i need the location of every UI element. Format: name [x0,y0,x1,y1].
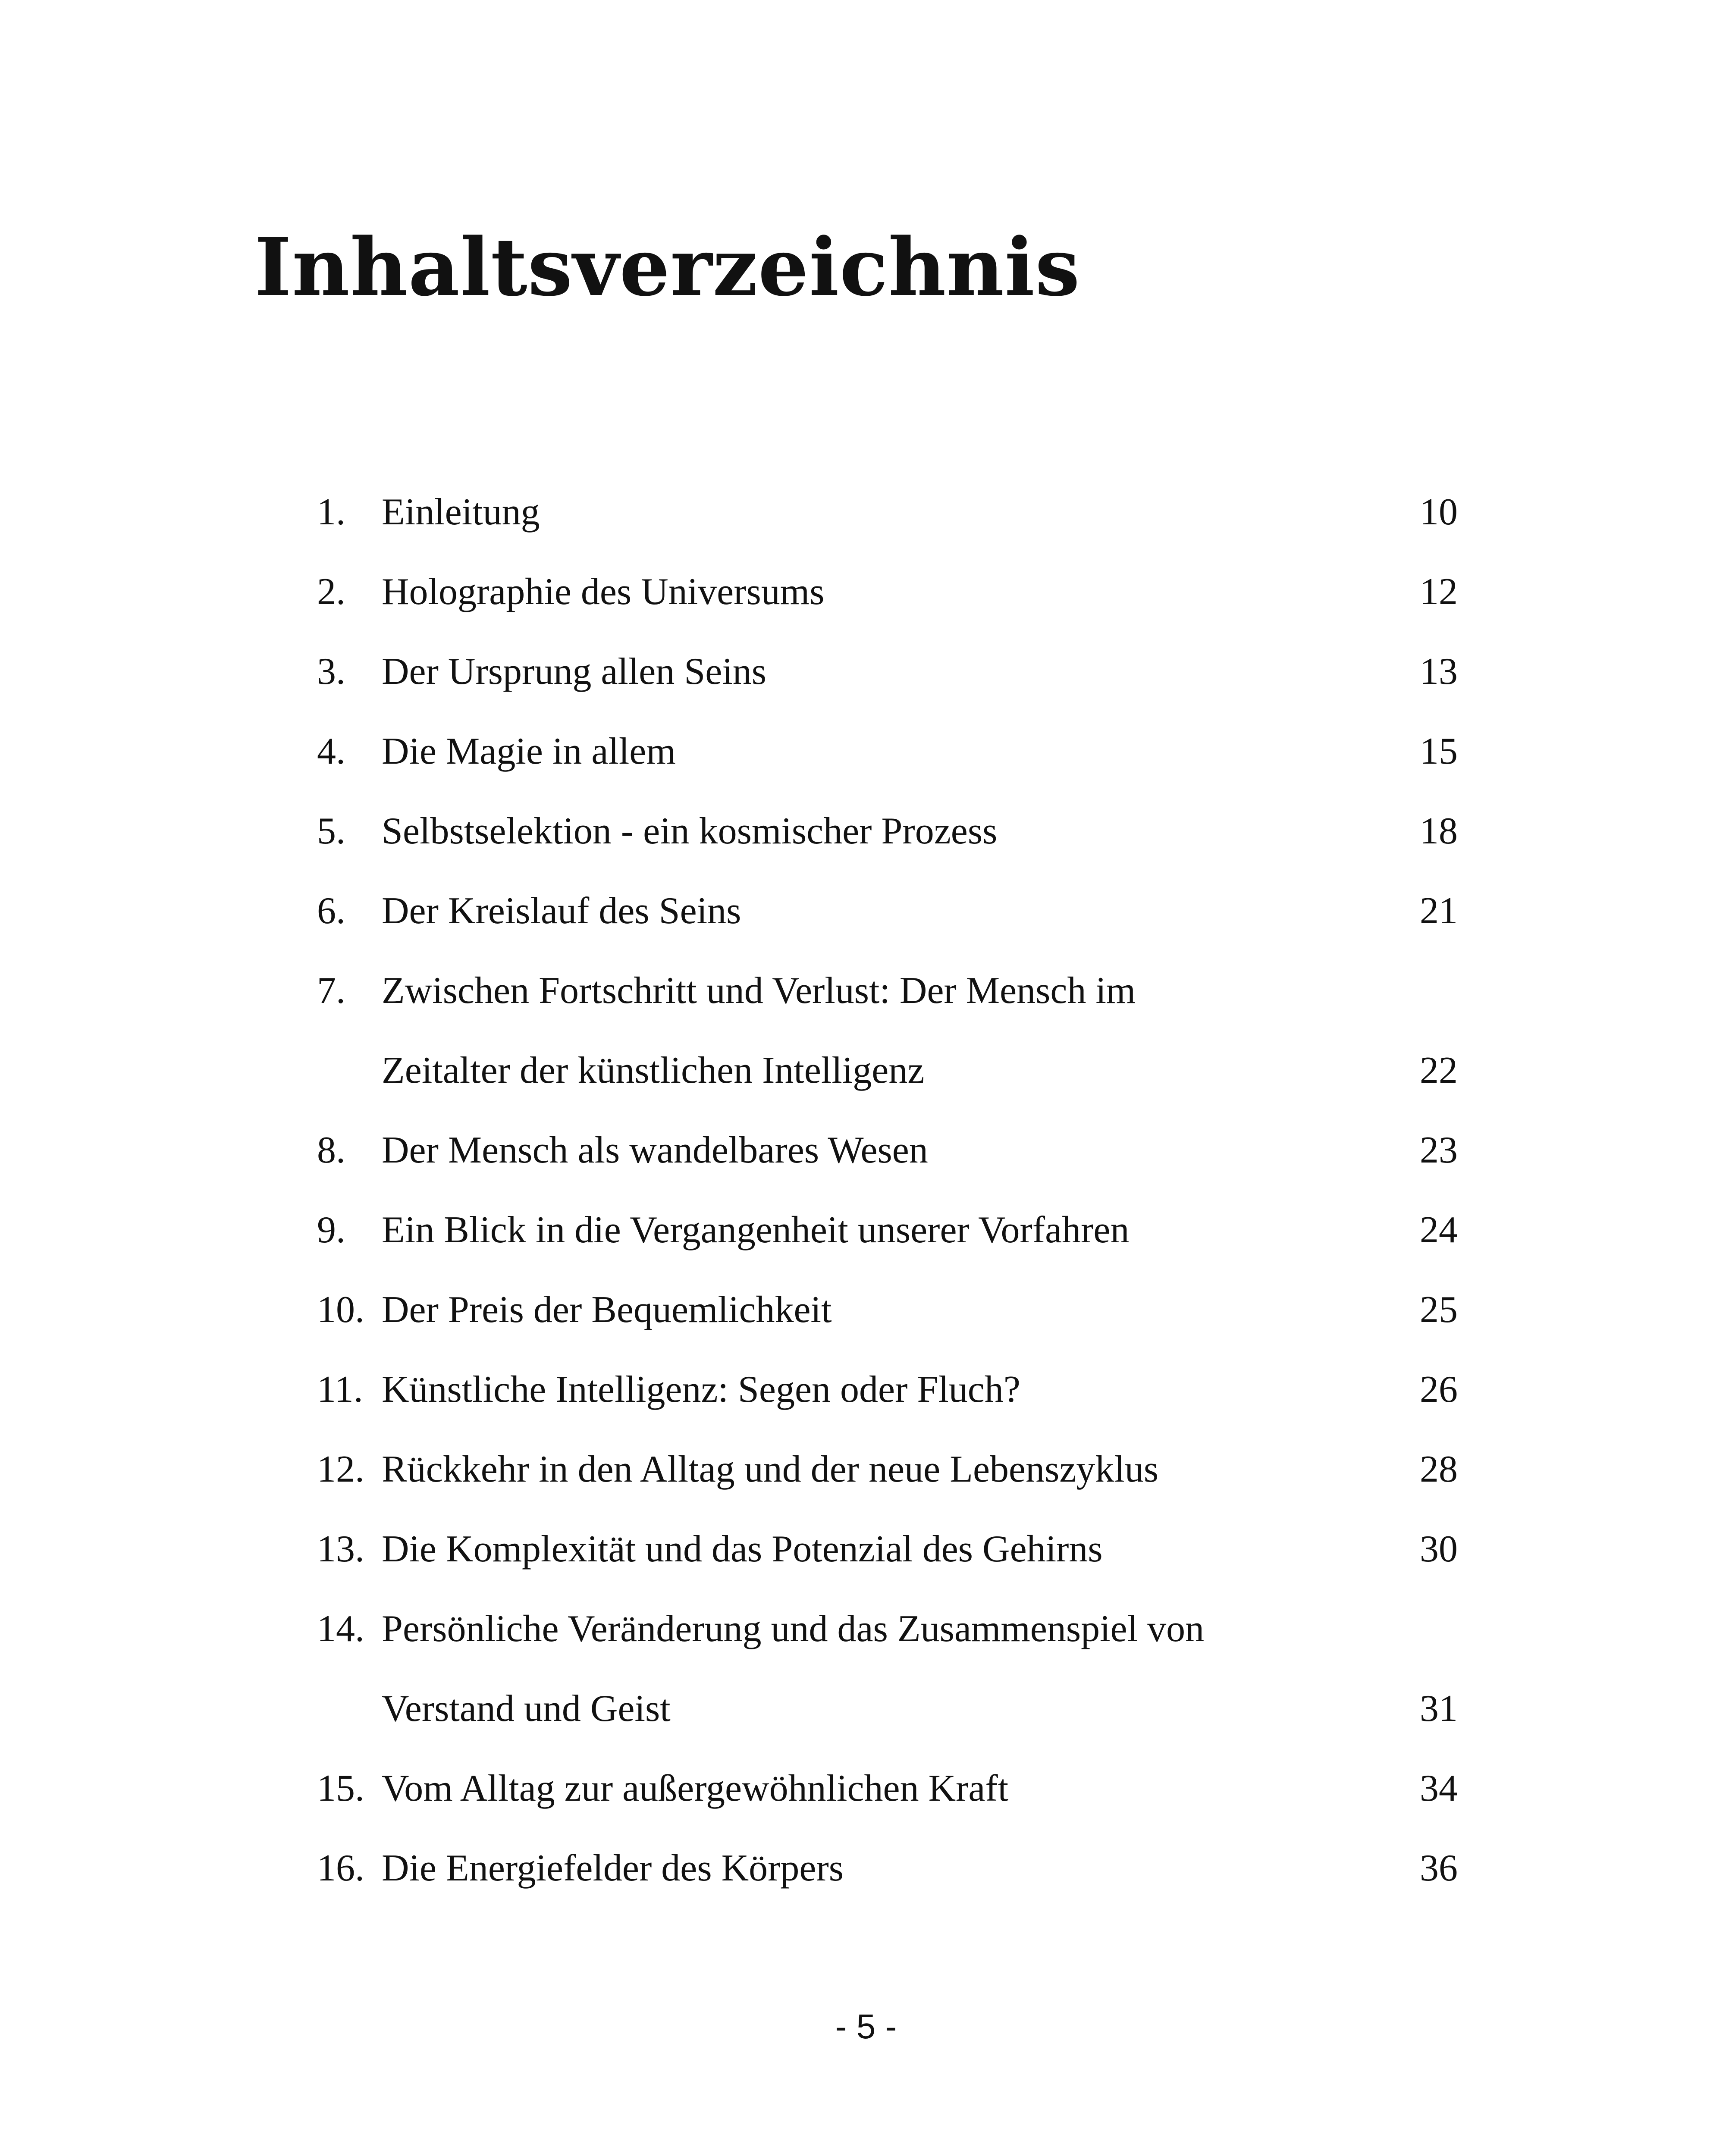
toc-entry-title: Verstand und Geist [382,1687,671,1730]
toc-entry-number: 6. [317,890,345,932]
toc-entry-number: 8. [317,1129,345,1171]
toc-entry-title: Die Energiefelder des Körpers [382,1847,844,1889]
toc-entry-number: 9. [317,1209,345,1251]
toc-entry-title: Die Magie in allem [382,730,676,772]
toc-entry-page: 30 [1420,1528,1458,1570]
toc-entry-title: Der Mensch als wandelbares Wesen [382,1129,928,1171]
toc-entry-title: Der Preis der Bequemlichkeit [382,1288,832,1331]
toc-entry-page: 22 [1420,1049,1458,1091]
toc-entry [317,1190,1458,1270]
toc-entry-number: 5. [317,810,345,852]
toc-entry-title: Rückkehr in den Alltag und der neue Lebenszyklus [382,1448,1159,1490]
toc-entry-number: 11. [317,1368,363,1410]
toc-entry-page: 31 [1420,1687,1458,1730]
toc-entry-number: 4. [317,730,345,772]
toc-entry-page: 34 [1420,1767,1458,1809]
toc-entry [317,1270,1458,1350]
toc-entry-continuation [317,1031,1458,1110]
toc-entry-number: 2. [317,570,345,613]
toc-entry-title: Vom Alltag zur außergewöhnlichen Kraft [382,1767,1009,1809]
toc-entry-number: 1. [317,491,345,533]
toc-entry-title: Der Kreislauf des Seins [382,890,741,932]
toc-entry [317,1749,1458,1828]
toc-entry-continuation [317,1669,1458,1749]
toc-entry-number: 10. [317,1288,364,1331]
toc-entry-page: 26 [1420,1368,1458,1410]
toc-entry-page: 24 [1420,1209,1458,1251]
toc-entry-page: 23 [1420,1129,1458,1171]
toc-entry [317,711,1458,791]
toc-entry-title: Ein Blick in die Vergangenheit unserer Vorfahren [382,1209,1130,1251]
toc-entry-title: Der Ursprung allen Seins [382,650,767,693]
toc-entry-title: Einleitung [382,491,540,533]
toc-entry-title: Selbstselektion - ein kosmischer Prozess [382,810,998,852]
toc-entry-page: 21 [1420,890,1458,932]
toc-entry [317,951,1458,1031]
toc-entry [317,791,1458,871]
toc-entry-page: 13 [1420,650,1458,693]
toc-entry-page: 25 [1420,1288,1458,1331]
toc-entry-title: Zwischen Fortschritt und Verlust: Der Mensch im [382,969,1136,1012]
toc-entry [317,1429,1458,1509]
toc-entry-page: 28 [1420,1448,1458,1490]
toc-entry-page: 36 [1420,1847,1458,1889]
toc-entry [317,1509,1458,1589]
toc-entry-number: 7. [317,969,345,1012]
toc-entry-number: 14. [317,1608,364,1650]
toc-entry [317,1589,1458,1669]
table-of-contents [317,472,1458,1908]
toc-entry-title: Persönliche Veränderung und das Zusammenspiel von [382,1608,1205,1650]
toc-entry [317,552,1458,632]
toc-entry-title: Die Komplexität und das Potenzial des Gehirns [382,1528,1103,1570]
toc-entry [317,472,1458,552]
toc-entry [317,1828,1458,1908]
toc-entry-number: 16. [317,1847,364,1889]
toc-entry-page: 12 [1420,570,1458,613]
toc-entry-title: Künstliche Intelligenz: Segen oder Fluch? [382,1368,1020,1410]
toc-entry-number: 3. [317,650,345,693]
toc-entry [317,1350,1458,1429]
toc-entry [317,871,1458,951]
toc-entry-number: 15. [317,1767,364,1809]
toc-entry [317,1110,1458,1190]
toc-entry-number: 12. [317,1448,364,1490]
toc-entry-page: 18 [1420,810,1458,852]
page-number: - 5 - [835,2007,897,2046]
toc-entry [317,632,1458,711]
toc-entry-page: 10 [1420,491,1458,533]
toc-entry-page: 15 [1420,730,1458,772]
toc-entry-title: Holographie des Universums [382,570,825,613]
toc-entry-number: 13. [317,1528,364,1570]
toc-entry-title: Zeitalter der künstlichen Intelligenz [382,1049,925,1091]
page-title: Inhaltsverzeichnis [254,221,1080,314]
